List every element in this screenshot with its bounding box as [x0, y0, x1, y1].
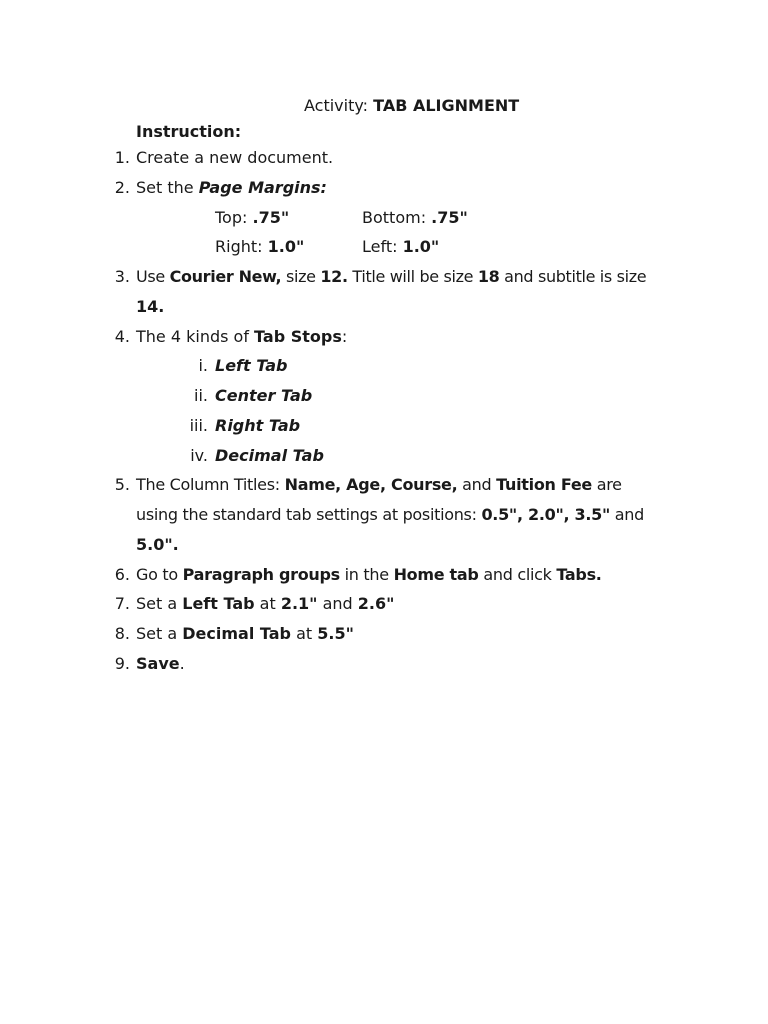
item-number: 4.	[114, 327, 130, 346]
item-number: 9.	[114, 654, 130, 673]
item-text-continued: using the standard tab settings at positions: 0.5", 2.0", 3.5" and	[136, 505, 645, 524]
roman-numeral: iv.	[190, 446, 208, 465]
instruction-label: Instruction:	[136, 122, 242, 141]
item-text: Set a Decimal Tab at 5.5"	[136, 624, 354, 643]
item-text: The 4 kinds of Tab Stops:	[136, 327, 348, 346]
item-text: Go to Paragraph groups in the Home tab and click Tabs.	[136, 565, 602, 584]
activity-title: Activity: TAB ALIGNMENT	[304, 96, 520, 115]
margin-left: Left: 1.0"	[362, 237, 440, 256]
tab-stop-item: Left Tab	[215, 356, 288, 375]
item-text-continued: 14.	[136, 297, 165, 316]
item-number: 3.	[114, 267, 130, 286]
tab-stop-item: Decimal Tab	[215, 446, 324, 465]
item-number: 1.	[114, 148, 130, 167]
item-text-continued: 5.0".	[136, 535, 179, 554]
item-text: Use Courier New, size 12. Title will be size 18 and subtitle is size	[136, 267, 647, 286]
roman-numeral: ii.	[194, 386, 208, 405]
item-number: 7.	[114, 594, 130, 613]
item-text: The Column Titles: Name, Age, Course, and Tuition Fee are	[136, 475, 622, 494]
margin-right: Right: 1.0"	[215, 237, 305, 256]
roman-numeral: i.	[198, 356, 208, 375]
tab-stop-item: Right Tab	[215, 416, 301, 435]
margin-top: Top: .75"	[215, 208, 290, 227]
item-number: 5.	[114, 475, 130, 494]
item-text: Save.	[136, 654, 185, 673]
item-number: 6.	[114, 565, 130, 584]
item-number: 2.	[114, 178, 130, 197]
margin-bottom: Bottom: .75"	[362, 208, 468, 227]
item-number: 8.	[114, 624, 130, 643]
roman-numeral: iii.	[189, 416, 208, 435]
item-text: Create a new document.	[136, 148, 334, 167]
item-text: Set a Left Tab at 2.1" and 2.6"	[136, 594, 395, 613]
tab-stop-item: Center Tab	[215, 386, 313, 405]
item-text: Set the Page Margins:	[136, 178, 327, 197]
